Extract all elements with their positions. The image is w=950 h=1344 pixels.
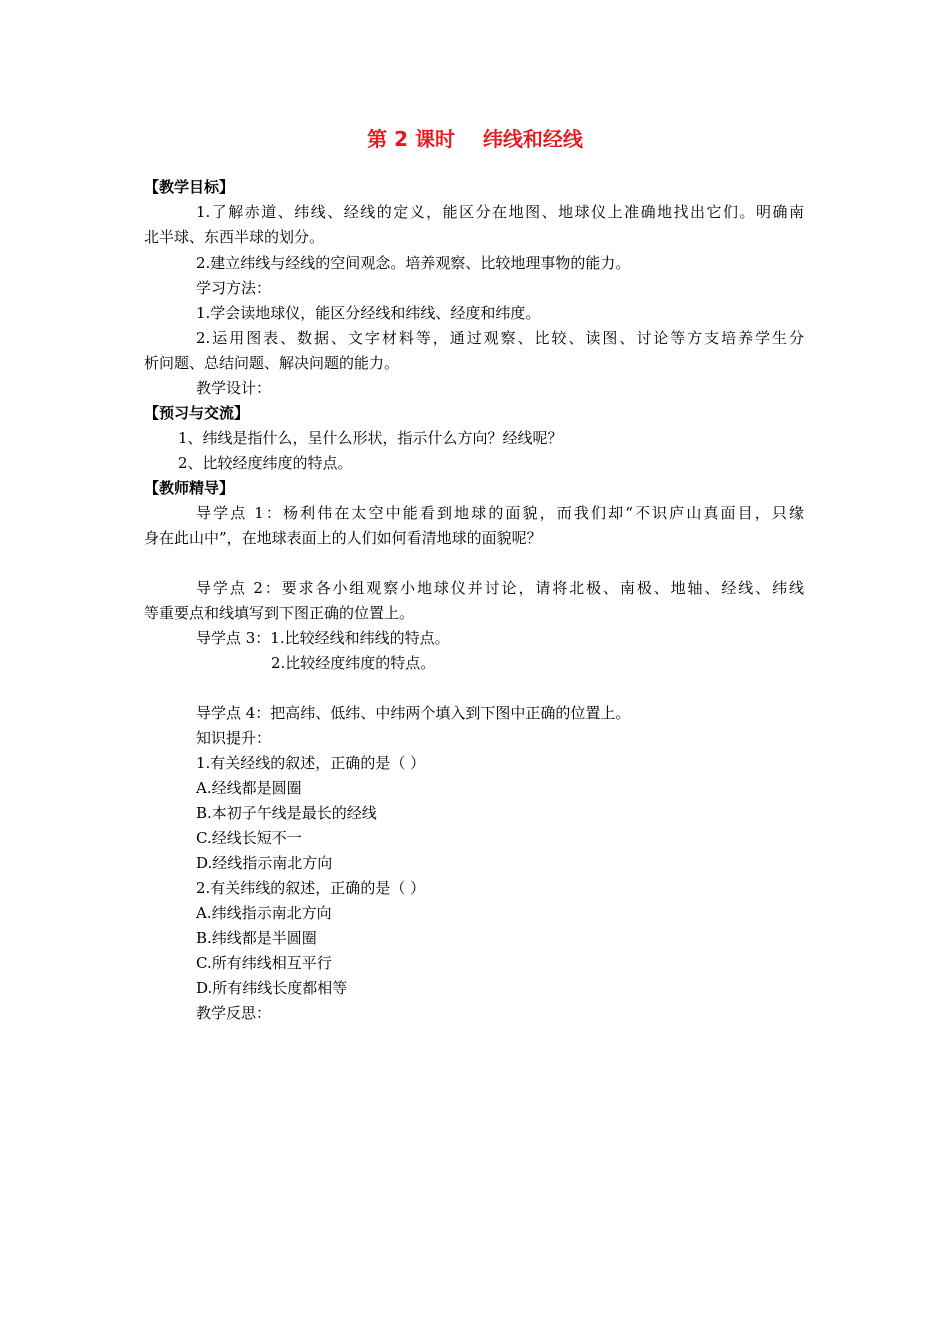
question-1-option-a: A.经线都是圆圈: [196, 779, 302, 797]
question-2-stem: 2.有关纬线的叙述，正确的是（ ）: [196, 879, 426, 897]
question-2-option-d: D.所有纬线长度都相等: [196, 979, 348, 997]
question-1-option-d: D.经线指示南北方向: [196, 854, 333, 872]
question-2-option-a: A.纬线指示南北方向: [196, 904, 332, 922]
design-label: 教学设计：: [196, 379, 272, 397]
preview-question-2: 2、比较经度纬度的特点。: [178, 454, 353, 472]
preview-question-1: 1、纬线是指什么，呈什么形状，指示什么方向？经线呢？: [178, 429, 563, 447]
guide-point-4: 导学点 4：把高纬、低纬、中纬两个填入到下图中正确的位置上。: [196, 704, 631, 722]
knowledge-heading: 知识提升：: [196, 729, 272, 747]
objectives-item-1-line-2: 北半球、东西半球的划分。: [144, 228, 325, 246]
question-1-stem: 1.有关经线的叙述，正确的是（ ）: [196, 754, 426, 772]
question-1-option-c: C.经线长短不一: [196, 829, 302, 847]
objectives-item-2: 2.建立纬线与经线的空间观念。培养观察、比较地理事物的能力。: [196, 254, 631, 272]
guide-point-1-line-1: 导学点 1：杨利伟在太空中能看到地球的面貌，而我们却“不识庐山真面目，只缘: [196, 504, 804, 522]
methods-item-1: 1.学会读地球仪，能区分经线和纬线、经度和纬度。: [196, 304, 541, 322]
methods-heading: 学习方法：: [196, 279, 272, 297]
page-title: 第 2 课时 纬线和经线: [367, 127, 583, 151]
guide-point-2-line-1: 导学点 2：要求各小组观察小地球仪并讨论，请将北极、南极、地轴、经线、纬线: [196, 579, 804, 597]
question-2-option-c: C.所有纬线相互平行: [196, 954, 332, 972]
question-2-option-b: B.纬线都是半圆圈: [196, 929, 317, 947]
preview-heading: 【预习与交流】: [144, 404, 250, 422]
guide-heading: 【教师精导】: [144, 479, 235, 497]
guide-point-1-line-2: 身在此山中”，在地球表面上的人们如何看清地球的面貌呢？: [144, 529, 542, 547]
methods-item-2-line-2: 析问题、总结问题、解决问题的能力。: [144, 354, 400, 372]
guide-point-3-line-2: 2.比较经度纬度的特点。: [271, 654, 436, 672]
objectives-item-1-line-1: 1.了解赤道、纬线、经线的定义，能区分在地图、地球仪上准确地找出它们。明确南: [196, 203, 804, 221]
guide-point-3-line-1: 导学点 3：1.比较经线和纬线的特点。: [196, 629, 450, 647]
methods-item-2-line-1: 2.运用图表、数据、文字材料等，通过观察、比较、读图、讨论等方支培养学生分: [196, 329, 804, 347]
guide-point-2-line-2: 等重要点和线填写到下图正确的位置上。: [144, 604, 415, 622]
reflection-label: 教学反思：: [196, 1004, 272, 1022]
question-1-option-b: B.本初子午线是最长的经线: [196, 804, 377, 822]
objectives-heading: 【教学目标】: [144, 178, 235, 196]
